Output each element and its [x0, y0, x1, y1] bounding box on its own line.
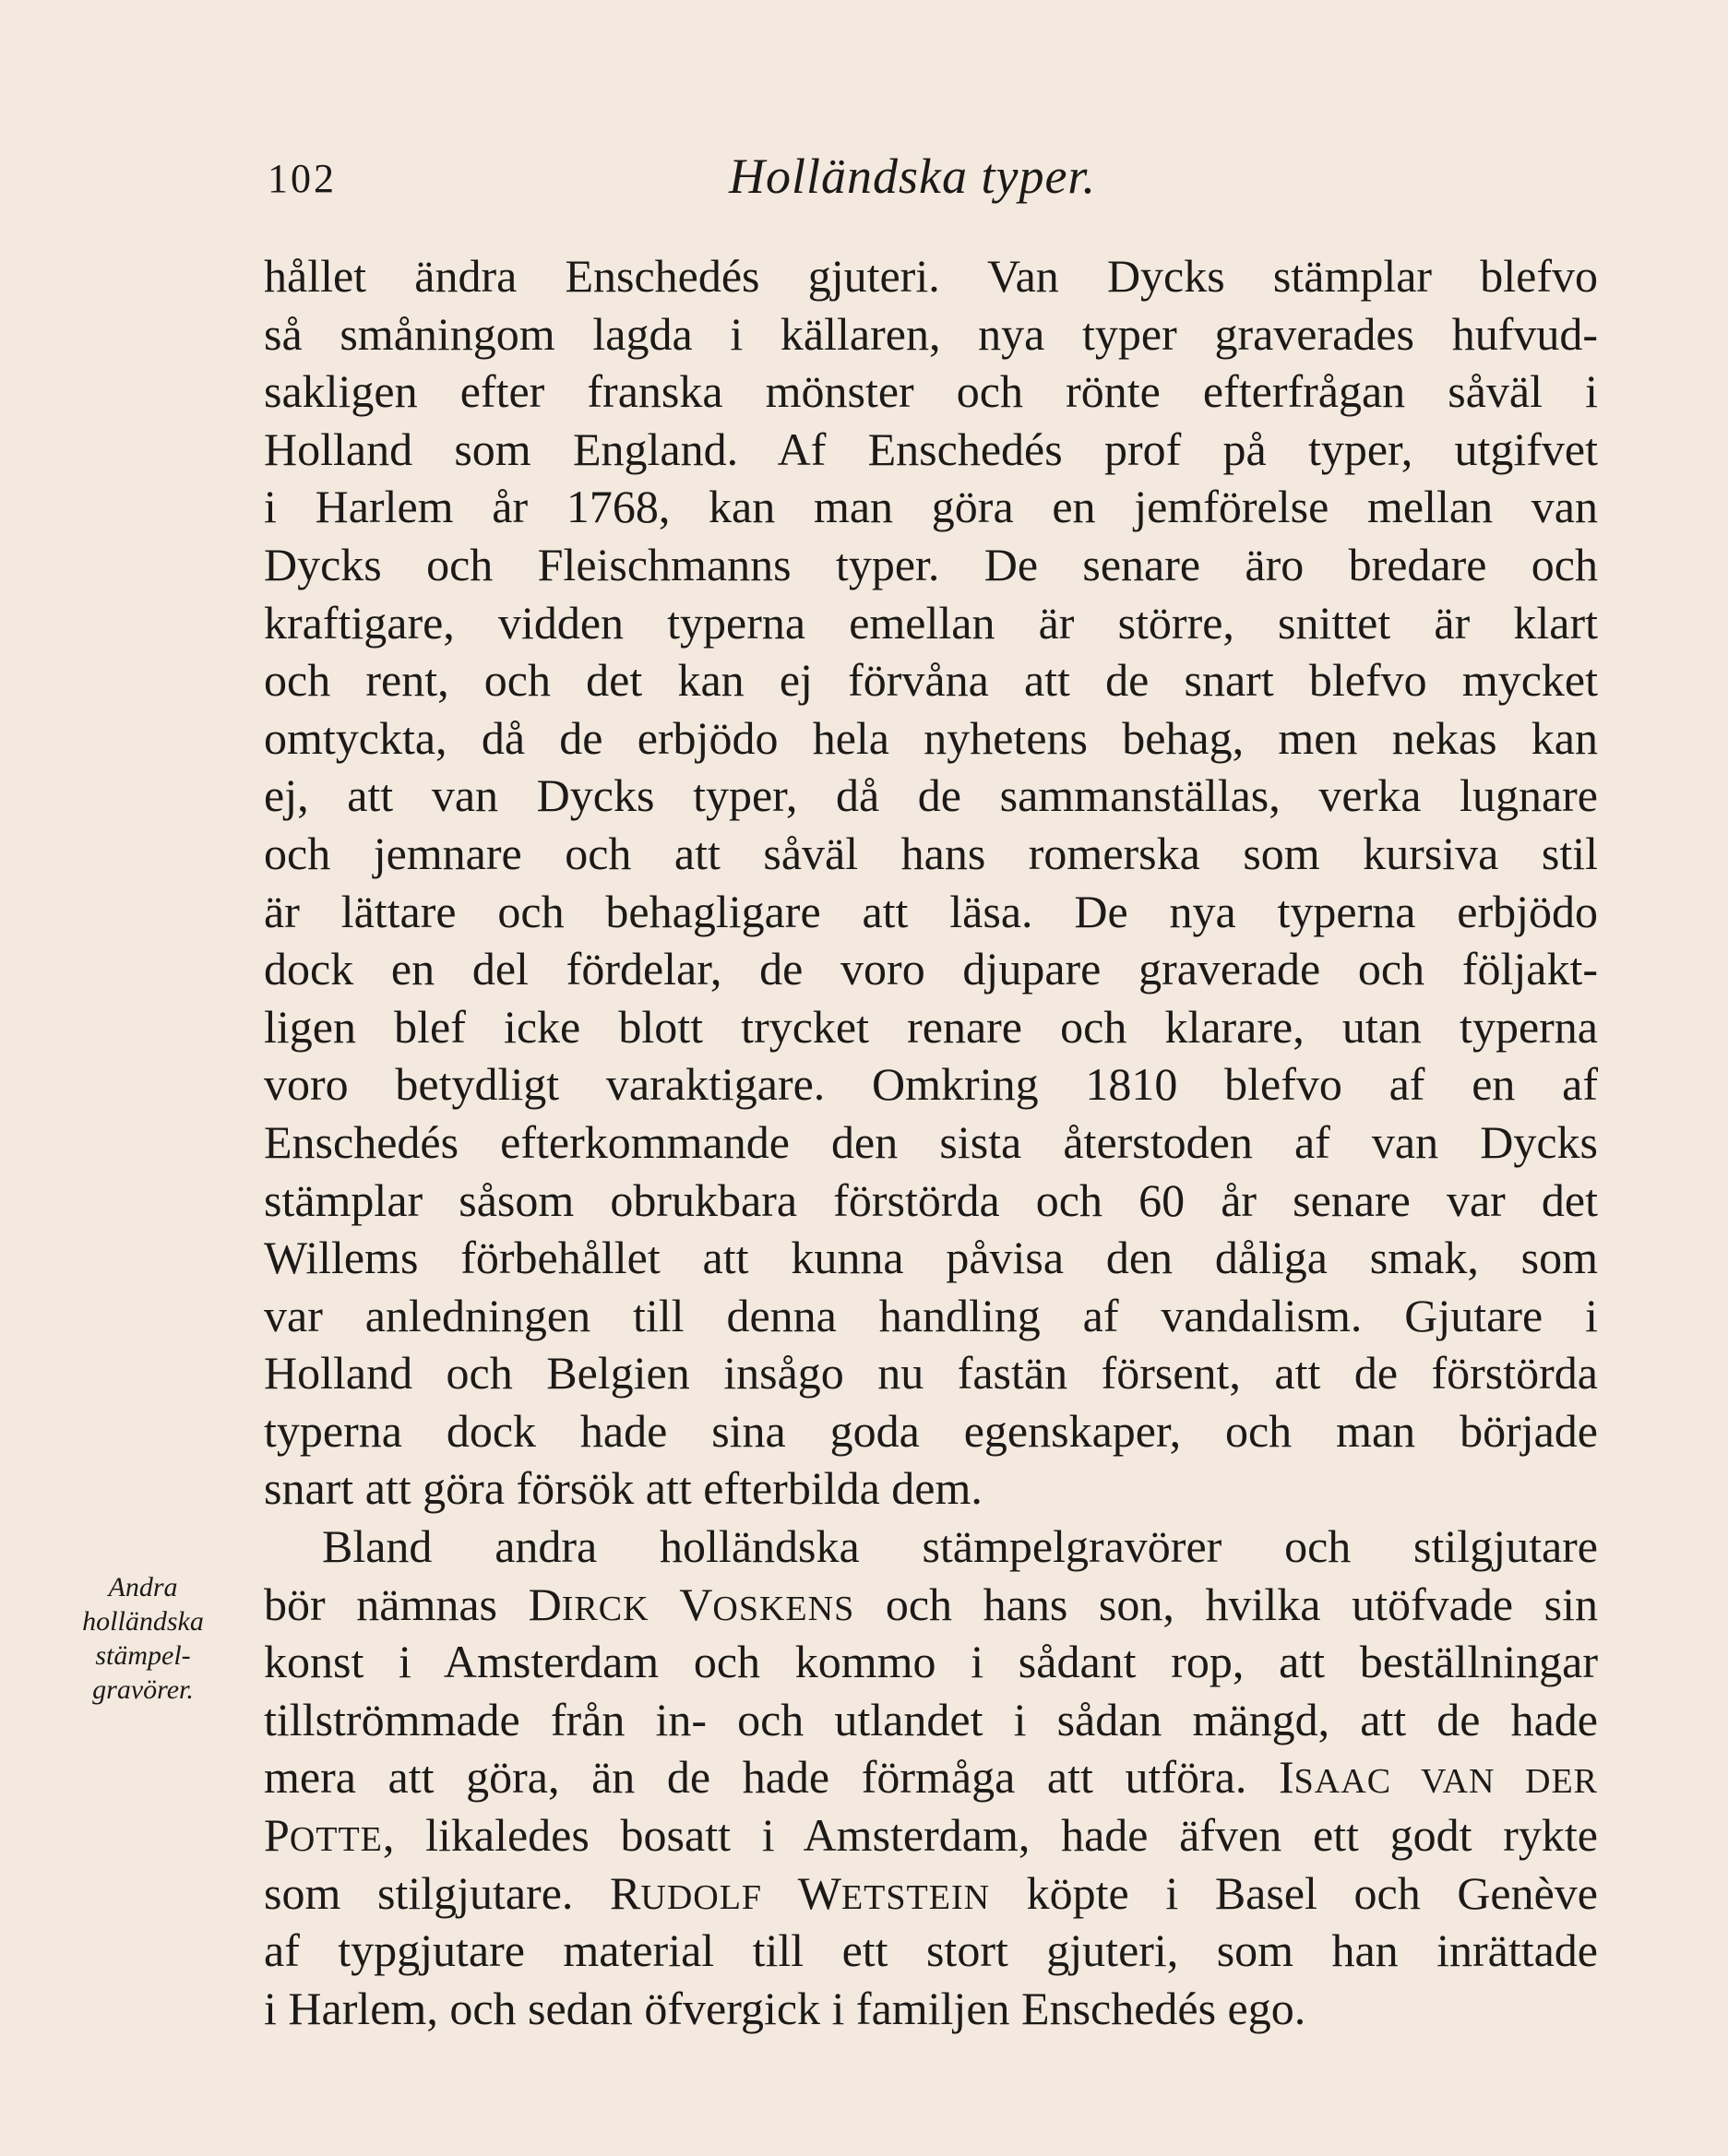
text-line [264, 1806, 1598, 1864]
text-line: sakligen efter franska mönster och rönte efterfrågan såväl i [264, 365, 1598, 418]
text-line: och jemnare och att såväl hans romerska som kursiva stil [264, 827, 1598, 879]
paragraph-1 [264, 247, 1598, 1518]
small-caps-initial: W [762, 1866, 841, 1919]
small-caps-name: SAAC VAN DER [1293, 1762, 1599, 1802]
text-line: af typgjutare material till ett stort gjuteri, som han inrättade [264, 1924, 1598, 1977]
text-line: voro betydligt varaktigare. Omkring 1810 blefvo af en af [264, 1058, 1598, 1111]
text-line: konst i Amsterdam och kommo i sådant rop, att beställningar [264, 1636, 1598, 1688]
small-caps-name: UDOLF [640, 1877, 763, 1917]
text-line: Holland och Belgien insågo nu fastän försent, att de förstörda [264, 1347, 1598, 1400]
text-line: ligen blef icke blott trycket renare och klarare, utan typerna [264, 1000, 1598, 1053]
text-line: ej, att van Dycks typer, då de sammanställas, verka lugnare [264, 769, 1598, 822]
text-line: Bland andra holländska stämpelgravörer och stilgjutare [322, 1520, 1598, 1573]
text-line: Enschedés efterkommande den sista återstoden af van Dycks [264, 1115, 1598, 1168]
small-caps-initial: D [528, 1578, 562, 1630]
small-caps-name: IRCK [561, 1589, 649, 1628]
small-caps-initial: V [649, 1578, 713, 1630]
text-span: bör nämnas [264, 1578, 529, 1630]
small-caps-initial: I [1279, 1751, 1294, 1804]
text-line: Dycks och Fleischmanns typer. De senare äro bredare och [264, 538, 1598, 590]
text-span: , likaledes bosatt i Amsterdam, hade äfven ett godt rykte [382, 1809, 1598, 1862]
text-line: i Harlem, och sedan öfvergick i familjen Enschedés ego. [264, 1982, 1306, 2034]
paragraph-2 [264, 1518, 1598, 2037]
running-title: Holländska typer. [729, 149, 1096, 204]
small-caps-name: OSKENS [712, 1589, 855, 1628]
text-line: omtyckta, då de erbjödo hela nyhetens behag, men nekas kan [264, 711, 1598, 764]
text-span: som stilgjutare. [264, 1866, 611, 1919]
text-line: så småningom lagda i källaren, nya typer graverades hufvud- [264, 307, 1598, 360]
text-line: hållet ändra Enschedés gjuteri. Van Dycks stämplar blefvo [264, 250, 1598, 302]
text-line [264, 1748, 1598, 1806]
text-line: dock en del fördelar, de voro djupare graverade och följakt- [264, 943, 1598, 995]
text-line: är lättare och behagligare att läsa. De nya typerna erbjödo [264, 885, 1598, 937]
marginal-note [51, 1570, 235, 1707]
text-line: Holland som England. Af Enschedés prof på typer, utgifvet [264, 423, 1598, 475]
text-span: och hans son, hvilka utöfvade sin [854, 1578, 1598, 1630]
text-line: stämplar såsom obrukbara förstörda och 60 år senare var det [264, 1173, 1598, 1226]
body-text [264, 247, 1598, 2037]
text-line: typerna dock hade sina goda egenskaper, och man började [264, 1404, 1598, 1457]
marginal-note-line: stämpel- [95, 1640, 191, 1671]
text-line: var anledningen till denna handling af vandalism. Gjutare i [264, 1289, 1598, 1341]
text-line [264, 1864, 1598, 1923]
small-caps-name: ETSTEIN [840, 1877, 991, 1917]
text-line: tillströmmade från in- och utlandet i sådan mängd, att de hade [264, 1693, 1598, 1745]
text-line [264, 1576, 1598, 1634]
text-span: köpte i Basel och Genève [990, 1866, 1599, 1919]
marginal-note-line: gravörer. [92, 1674, 194, 1705]
text-line: kraftigare, vidden typerna emellan är större, snittet är klart [264, 596, 1598, 649]
page-number: 102 [268, 156, 337, 201]
small-caps-initial: R [610, 1866, 641, 1919]
marginal-note-line: holländska [82, 1606, 204, 1637]
text-line: snart att göra försök att efterbilda dem. [264, 1462, 983, 1515]
small-caps-name: OTTE [289, 1820, 383, 1860]
text-line: och rent, och det kan ej förvåna att de snart blefvo mycket [264, 654, 1598, 707]
marginal-note-line: Andra [108, 1572, 178, 1602]
small-caps-initial: P [264, 1809, 290, 1862]
text-line: Willems förbehållet att kunna påvisa den dåliga smak, som [264, 1232, 1598, 1284]
text-line: i Harlem år 1768, kan man göra en jemförelse mellan van [264, 481, 1598, 533]
text-span: mera att göra, än de hade förmåga att utföra. [264, 1751, 1280, 1804]
